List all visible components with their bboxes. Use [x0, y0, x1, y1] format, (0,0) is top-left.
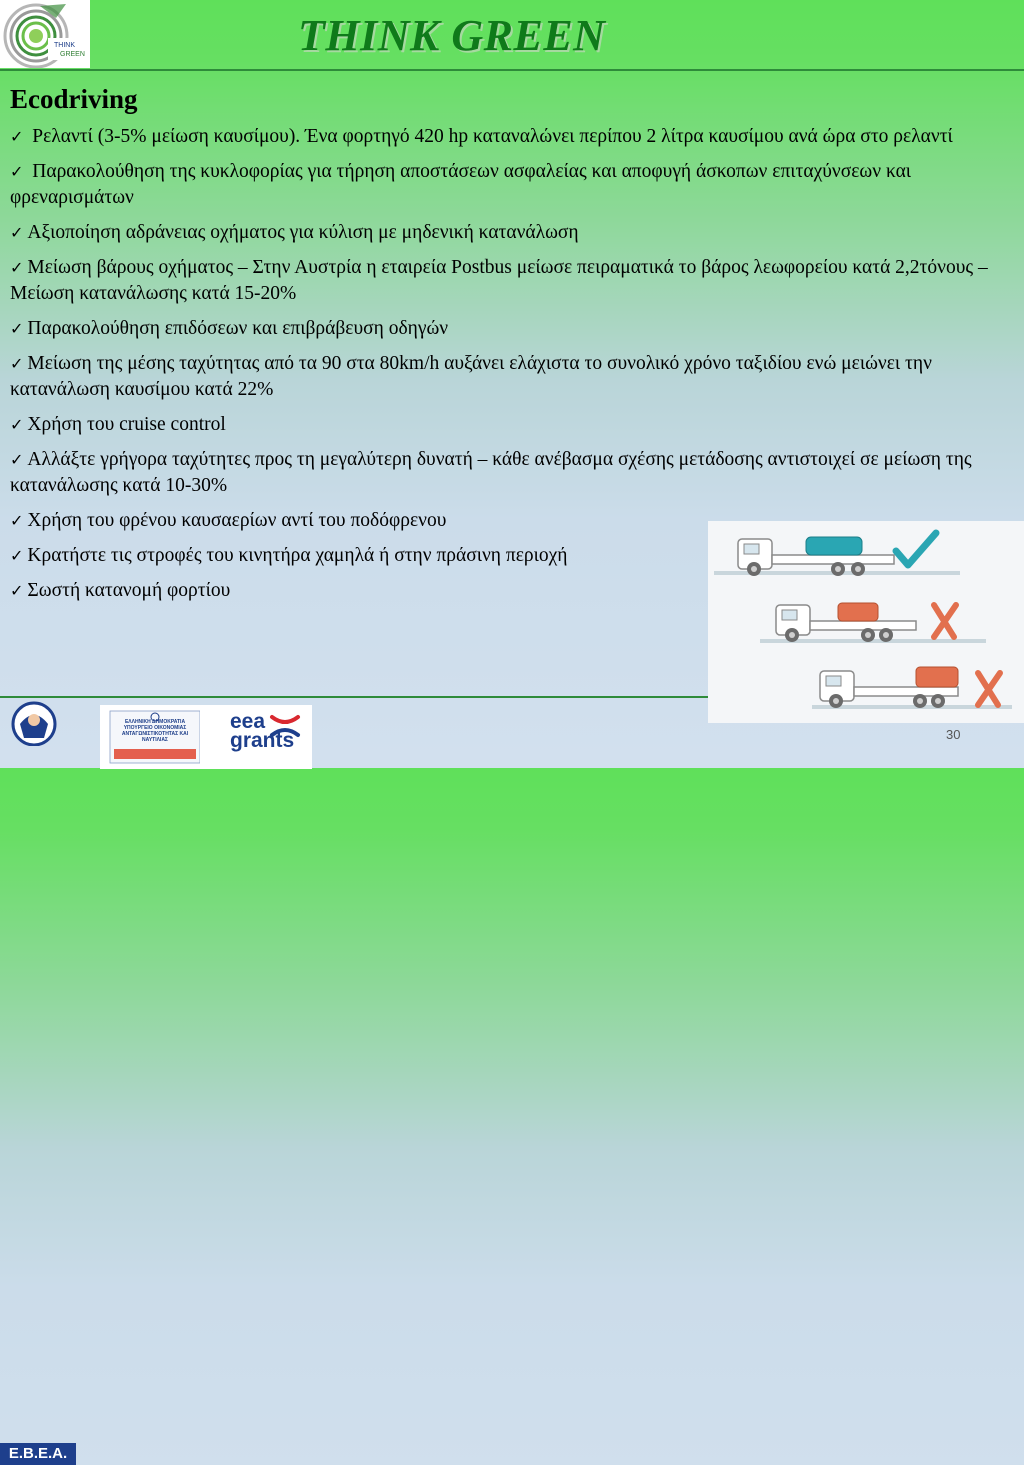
bullet-item [10, 159, 1010, 211]
checkmark-icon: ✓ [10, 258, 24, 277]
sponsor-logos [100, 705, 312, 769]
bullet-item [10, 124, 1010, 150]
logo-text-think: THINK [54, 42, 75, 49]
checkmark-icon: ✓ [10, 162, 24, 181]
bullet-text: Χρήση του φρένου καυσαερίων αντί του ποδόφρενου [27, 510, 447, 531]
bullet-text: Αλλάξτε γρήγορα ταχύτητες προς τη μεγαλύτερη δυνατή – κάθε ανέβασμα σχέσης μετάδοσης αντιστοιχεί σε μείωση της κατανάλωσης κατά 10-30% [10, 449, 972, 496]
bullet-text: Αξιοποίηση αδράνειας οχήματος για κύλιση με μηδενική κατανάλωση [27, 222, 579, 243]
bullet-text: Μείωση της μέσης ταχύτητας από τα 90 στα 80km/h αυξάνει ελάχιστα το συνολικό χρόνο ταξιδίου ενώ μειώνει την κατανάλωση καυσίμου κατά 22% [10, 353, 932, 400]
bullet-item [10, 412, 1010, 438]
bullet-text: Ρελαντί (3-5% μείωση καυσίμου). Ένα φορτηγό 420 hp καταναλώνει περίπου 2 λίτρα καυσίμου ανά ώρα στο ρελαντί [32, 126, 953, 147]
checkmark-icon: ✓ [10, 415, 24, 434]
checkmark-icon: ✓ [10, 127, 24, 146]
bullet-text: Παρακολούθηση της κυκλοφορίας για τήρηση αποστάσεων ασφαλείας και αποφυγή άσκοπων επιταχύνσεων και φρεναρισμάτων [10, 161, 912, 208]
check-mark-icon [896, 533, 936, 565]
think-green-logo-icon [0, 0, 90, 68]
bullet-item [10, 351, 1010, 403]
page-number: 30 [946, 727, 961, 742]
ebea-logo [0, 698, 76, 1462]
grants-text: grants [230, 729, 295, 752]
checkmark-icon: ✓ [10, 511, 24, 530]
cross-mark-icon [934, 605, 956, 637]
logo-text-green: GREEN [60, 51, 85, 58]
truck-load-illustration [708, 521, 1024, 723]
checkmark-icon: ✓ [10, 581, 24, 600]
bullet-item [10, 447, 1010, 499]
checkmark-icon: ✓ [10, 450, 24, 469]
bullet-item [10, 220, 1010, 246]
header-divider [0, 69, 1024, 71]
slide-title: THINK GREEN [298, 11, 606, 60]
bullet-text: Παρακολούθηση επιδόσεων και επιβράβευση οδηγών [27, 318, 449, 339]
section-heading: Ecodriving [10, 84, 138, 114]
checkmark-icon: ✓ [10, 354, 24, 373]
cross-mark-icon [978, 673, 1000, 705]
ebea-emblem-icon [0, 698, 76, 746]
bullet-item [10, 316, 1010, 342]
bullet-text: Μείωση βάρους οχήματος – Στην Αυστρία η εταιρεία Postbus μείωσε πειραματικά το βάρος λεωφορείου κατά 2,2τόνους – Μείωση κατανάλωσης κατά 15-20% [10, 257, 988, 304]
checkmark-icon: ✓ [10, 223, 24, 242]
ebea-label: E.B.E.A. [0, 1443, 76, 1465]
bullet-text: Σωστή κατανομή φορτίου [27, 580, 231, 601]
eea-grants-mark-icon [268, 711, 302, 741]
bullet-text: Κρατήστε τις στροφές του κινητήρα χαμηλά ή στην πράσινη περιοχή [27, 545, 568, 566]
slide-header [0, 0, 1024, 70]
checkmark-icon: ✓ [10, 546, 24, 565]
eea-text: eea [230, 710, 266, 733]
ministry-label: ΕΛΛΗΝΙΚΗ ΔΗΜΟΚΡΑΤΙΑ ΥΠΟΥΡΓΕΙΟ ΟΙΚΟΝΟΜΙΑΣ ΑΝΤΑΓΩΝΙΣΤΙΚΟΤΗΤΑΣ ΚΑΙ ΝΑΥΤΙΛΙΑΣ [121, 719, 189, 743]
think-green-logo [0, 0, 90, 68]
truck-load-diagram [708, 521, 1024, 723]
checkmark-icon: ✓ [10, 319, 24, 338]
footer-divider [0, 696, 708, 698]
bullet-text: Χρήση του cruise control [27, 414, 226, 435]
bullet-item [10, 255, 1010, 307]
